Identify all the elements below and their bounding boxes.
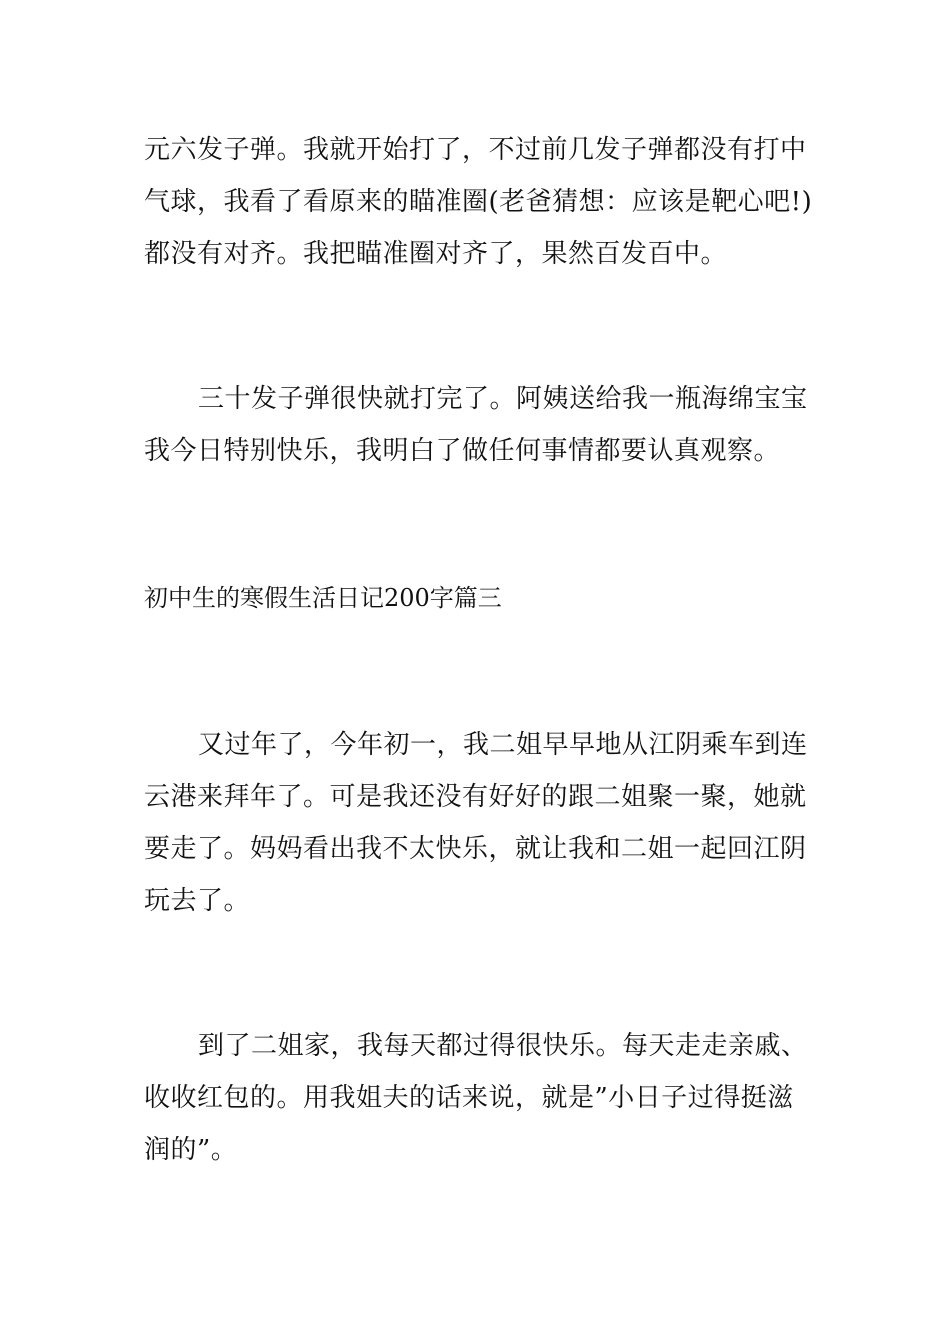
paragraph-line: 三十发子弹很快就打完了。阿姨送给我一瓶海绵宝宝: [198, 384, 808, 414]
paragraph-line: 润的”。: [144, 1135, 238, 1165]
paragraph-2: [144, 373, 809, 477]
paragraph-1: [144, 124, 813, 280]
paragraph-line: 收收红包的。用我姐夫的话来说，就是”小日子过得挺滋: [144, 1083, 794, 1113]
paragraph-line: 云港来拜年了。可是我还没有好好的跟二姐聚一聚，她就: [144, 782, 807, 812]
paragraph-4: [144, 1020, 809, 1176]
section-heading: 初中生的寒假生活日记200字篇三: [144, 584, 502, 612]
paragraph-3: [144, 719, 809, 927]
paragraph-line: 到了二姐家，我每天都过得很快乐。每天走走亲戚、: [198, 1031, 808, 1061]
paragraph-line: 气球，我看了看原来的瞄准圈(老爸猜想：应该是靶心吧!): [144, 187, 813, 217]
paragraph-line: 又过年了，今年初一，我二姐早早地从江阴乘车到连: [198, 730, 808, 760]
paragraph-line: 玩去了。: [144, 886, 251, 916]
paragraph-line: 我今日特别快乐，我明白了做任何事情都要认真观察。: [144, 436, 781, 466]
paragraph-line: 元六发子弹。我就开始打了，不过前几发子弹都没有打中: [144, 135, 807, 165]
paragraph-line: 要走了。妈妈看出我不太快乐，就让我和二姐一起回江阴: [144, 834, 807, 864]
paragraph-line: 都没有对齐。我把瞄准圈对齐了，果然百发百中。: [144, 239, 728, 269]
